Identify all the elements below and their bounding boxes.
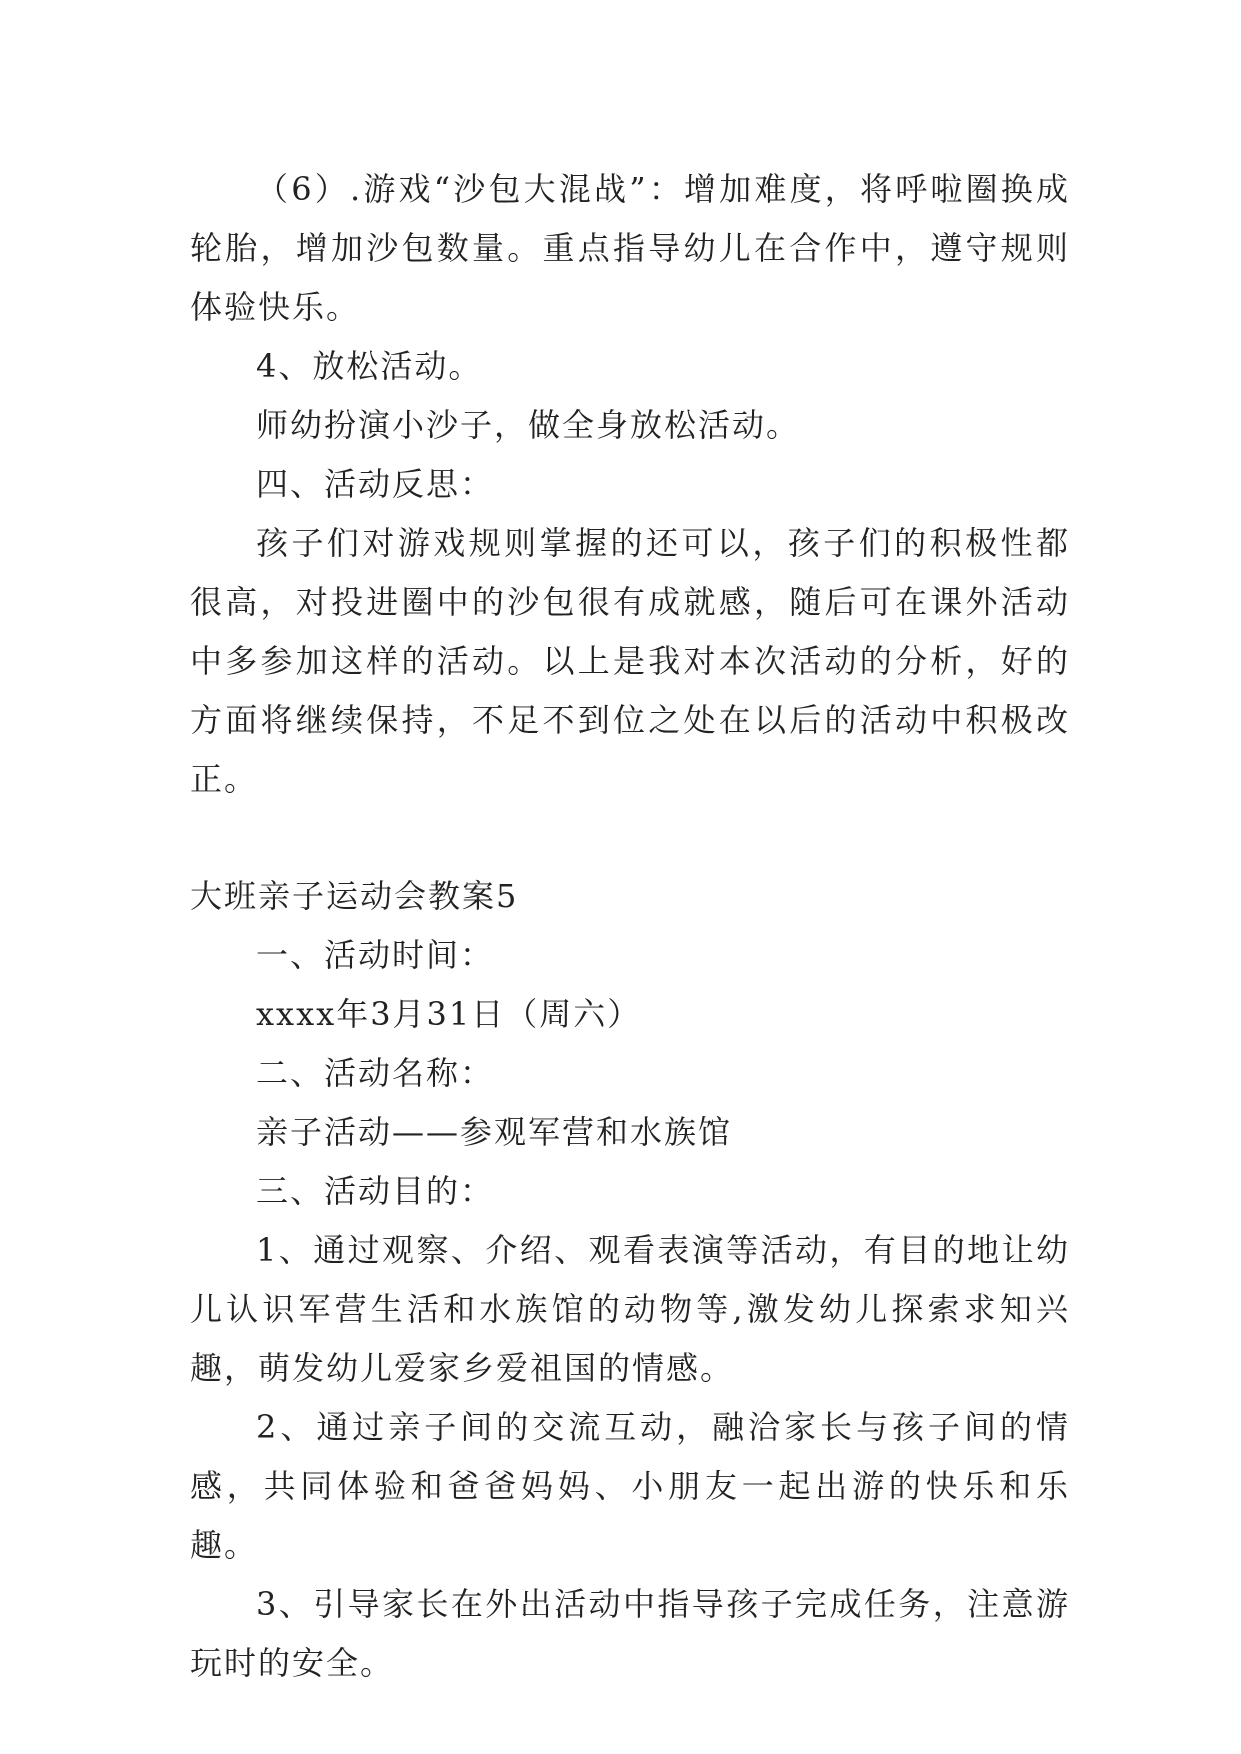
paragraph-purpose-2: 2、通过亲子间的交流互动，融洽家长与孩子间的情感，共同体验和爸爸妈妈、小朋友一起出游的快乐和乐趣。 — [190, 1408, 1070, 1564]
document-page — [190, 160, 1070, 1693]
paragraph-purpose-1: 1、通过观察、介绍、观看表演等活动，有目的地让幼儿认识军营生活和水族馆的动物等,激发幼儿探索求知兴趣，萌发幼儿爱家乡爱祖国的情感。 — [190, 1231, 1070, 1387]
paragraph-name: 亲子活动——参观军营和水族馆 — [256, 1113, 733, 1151]
paragraph-time-heading: 一、活动时间： — [256, 936, 495, 974]
paragraph-purpose-3: 3、引导家长在外出活动中指导孩子完成任务，注意游玩时的安全。 — [190, 1585, 1070, 1682]
paragraph-game-sandbag: （6）.游戏“沙包大混战”：增加难度，将呼啦圈换成轮胎，增加沙包数量。重点指导幼儿在合作中，遵守规则体验快乐。 — [190, 170, 1070, 326]
paragraph-reflection-heading: 四、活动反思： — [256, 465, 495, 503]
paragraph-relax-heading: 4、放松活动。 — [256, 347, 483, 385]
paragraph-purpose-heading: 三、活动目的： — [256, 1172, 495, 1210]
section-gap — [190, 809, 1070, 867]
paragraph-reflection: 孩子们对游戏规则掌握的还可以，孩子们的积极性都很高，对投进圈中的沙包很有成就感，随后可在课外活动中多参加这样的活动。以上是我对本次活动的分析，好的方面将继续保持，不足不到位之处在以后的活动中积极改正。 — [190, 524, 1070, 798]
paragraph-name-heading: 二、活动名称： — [256, 1054, 495, 1092]
section-title: 大班亲子运动会教案5 — [190, 877, 519, 915]
paragraph-time: xxxx年3月31日（周六） — [256, 995, 642, 1033]
paragraph-relax-activity: 师幼扮演小沙子，做全身放松活动。 — [256, 406, 801, 444]
